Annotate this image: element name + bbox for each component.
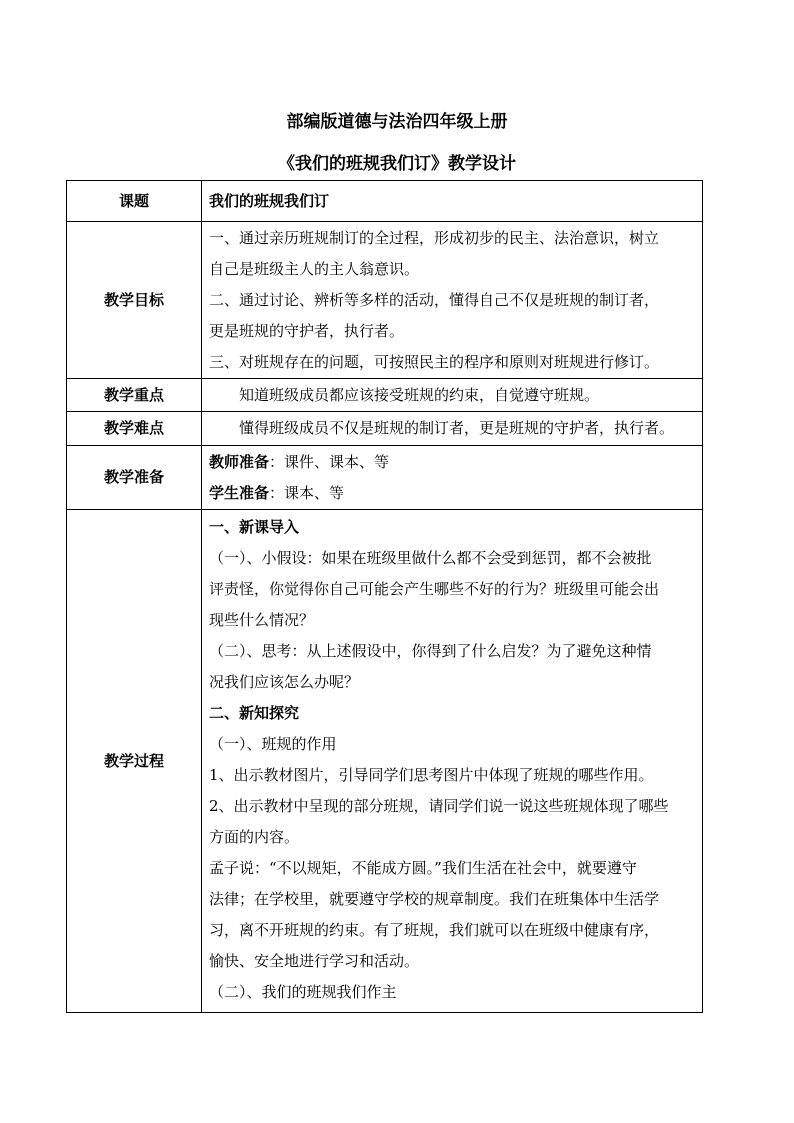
student-prep-label: 学生准备: [209, 483, 270, 502]
student-prep-value: ：课本、等: [269, 483, 345, 502]
process-line: （二）、我们的班规我们作主: [209, 983, 397, 1001]
key-point-value: 知道班级成员都应该接受班规的约束，自觉遵守班规。: [239, 385, 600, 404]
lesson-plan-table: [66, 180, 703, 1013]
teacher-prep-value: ：课件、课本、等: [269, 452, 390, 471]
process-line: 法律；在学校里，就要遵守学校的规章制度。我们在班集体中生活学: [209, 890, 660, 908]
process-line: （二）、思考：从上述假设中，你得到了什么启发？为了避免这种情: [209, 642, 652, 660]
process-line: 评责怪，你觉得你自己可能会产生哪些不好的行为？班级里可能会出: [209, 580, 660, 598]
goal-line: 三、对班规存在的问题，可按照民主的程序和原则对班规进行修订。: [209, 352, 660, 371]
difficulty-content: [202, 412, 703, 446]
process-line: （一）、班规的作用: [209, 735, 337, 753]
table-row-topic: [67, 181, 703, 222]
process-line: 习，离不开班规的约束。有了班规，我们就可以在班级中健康有序，: [209, 921, 660, 939]
topic-value: 我们的班规我们订: [202, 181, 703, 222]
preparation-label: 教学准备: [67, 446, 202, 510]
table-row-key-point: [67, 379, 703, 412]
table-row-process: [67, 510, 703, 1013]
topic-label: 课题: [67, 181, 202, 222]
process-line: （一）、小假设：如果在班级里做什么都不会受到惩罚，都不会被批: [209, 549, 652, 567]
process-line: 现些什么情况？: [209, 611, 315, 629]
table-row-difficulty: [67, 412, 703, 446]
process-line: 孟子说：“不以规矩，不能成方圆。”我们生活在社会中，就要遵守: [209, 859, 637, 877]
table-row-preparation: [67, 446, 703, 510]
process-line: 况我们应该怎么办呢？: [209, 673, 360, 691]
teacher-prep-label: 教师准备: [209, 452, 270, 471]
process-heading: 二、新知探究: [209, 704, 300, 722]
difficulty-label: 教学难点: [67, 412, 202, 446]
goals-label: 教学目标: [67, 222, 202, 379]
process-label: 教学过程: [67, 510, 202, 1013]
document-subtitle: 《我们的班规我们订》教学设计: [278, 154, 516, 174]
table-row-goals: [67, 222, 703, 379]
process-line: 方面的内容。: [209, 828, 300, 846]
process-content: [202, 510, 703, 1013]
teacher-prep-line: [209, 447, 695, 478]
goal-line: 一、通过亲历班规制订的全过程，形成初步的民主、法治意识，树立: [209, 228, 660, 247]
difficulty-value: 懂得班级成员不仅是班规的制订者，更是班规的守护者，执行者。: [239, 419, 675, 437]
process-line: 2、出示教材中呈现的部分班规，请同学们说一说这些班规体现了哪些: [209, 797, 669, 815]
preparation-content: [202, 446, 703, 510]
process-heading: 一、新课导入: [209, 518, 300, 536]
process-line: 1、出示教材图片，引导同学们思考图片中体现了班规的哪些作用。: [209, 766, 654, 784]
key-point-label: 教学重点: [67, 379, 202, 412]
key-point-content: [202, 379, 703, 412]
goal-line: 自己是班级主人的主人翁意识。: [209, 259, 420, 278]
goal-line: 更是班规的守护者，执行者。: [209, 321, 405, 340]
goals-content: [202, 222, 703, 379]
process-line: 愉快、安全地进行学习和活动。: [209, 952, 420, 970]
goal-line: 二、通过讨论、辨析等多样的活动，懂得自己不仅是班规的制订者，: [209, 290, 660, 309]
document-title: 部编版道德与法治四年级上册: [286, 112, 508, 132]
student-prep-line: [209, 478, 695, 509]
